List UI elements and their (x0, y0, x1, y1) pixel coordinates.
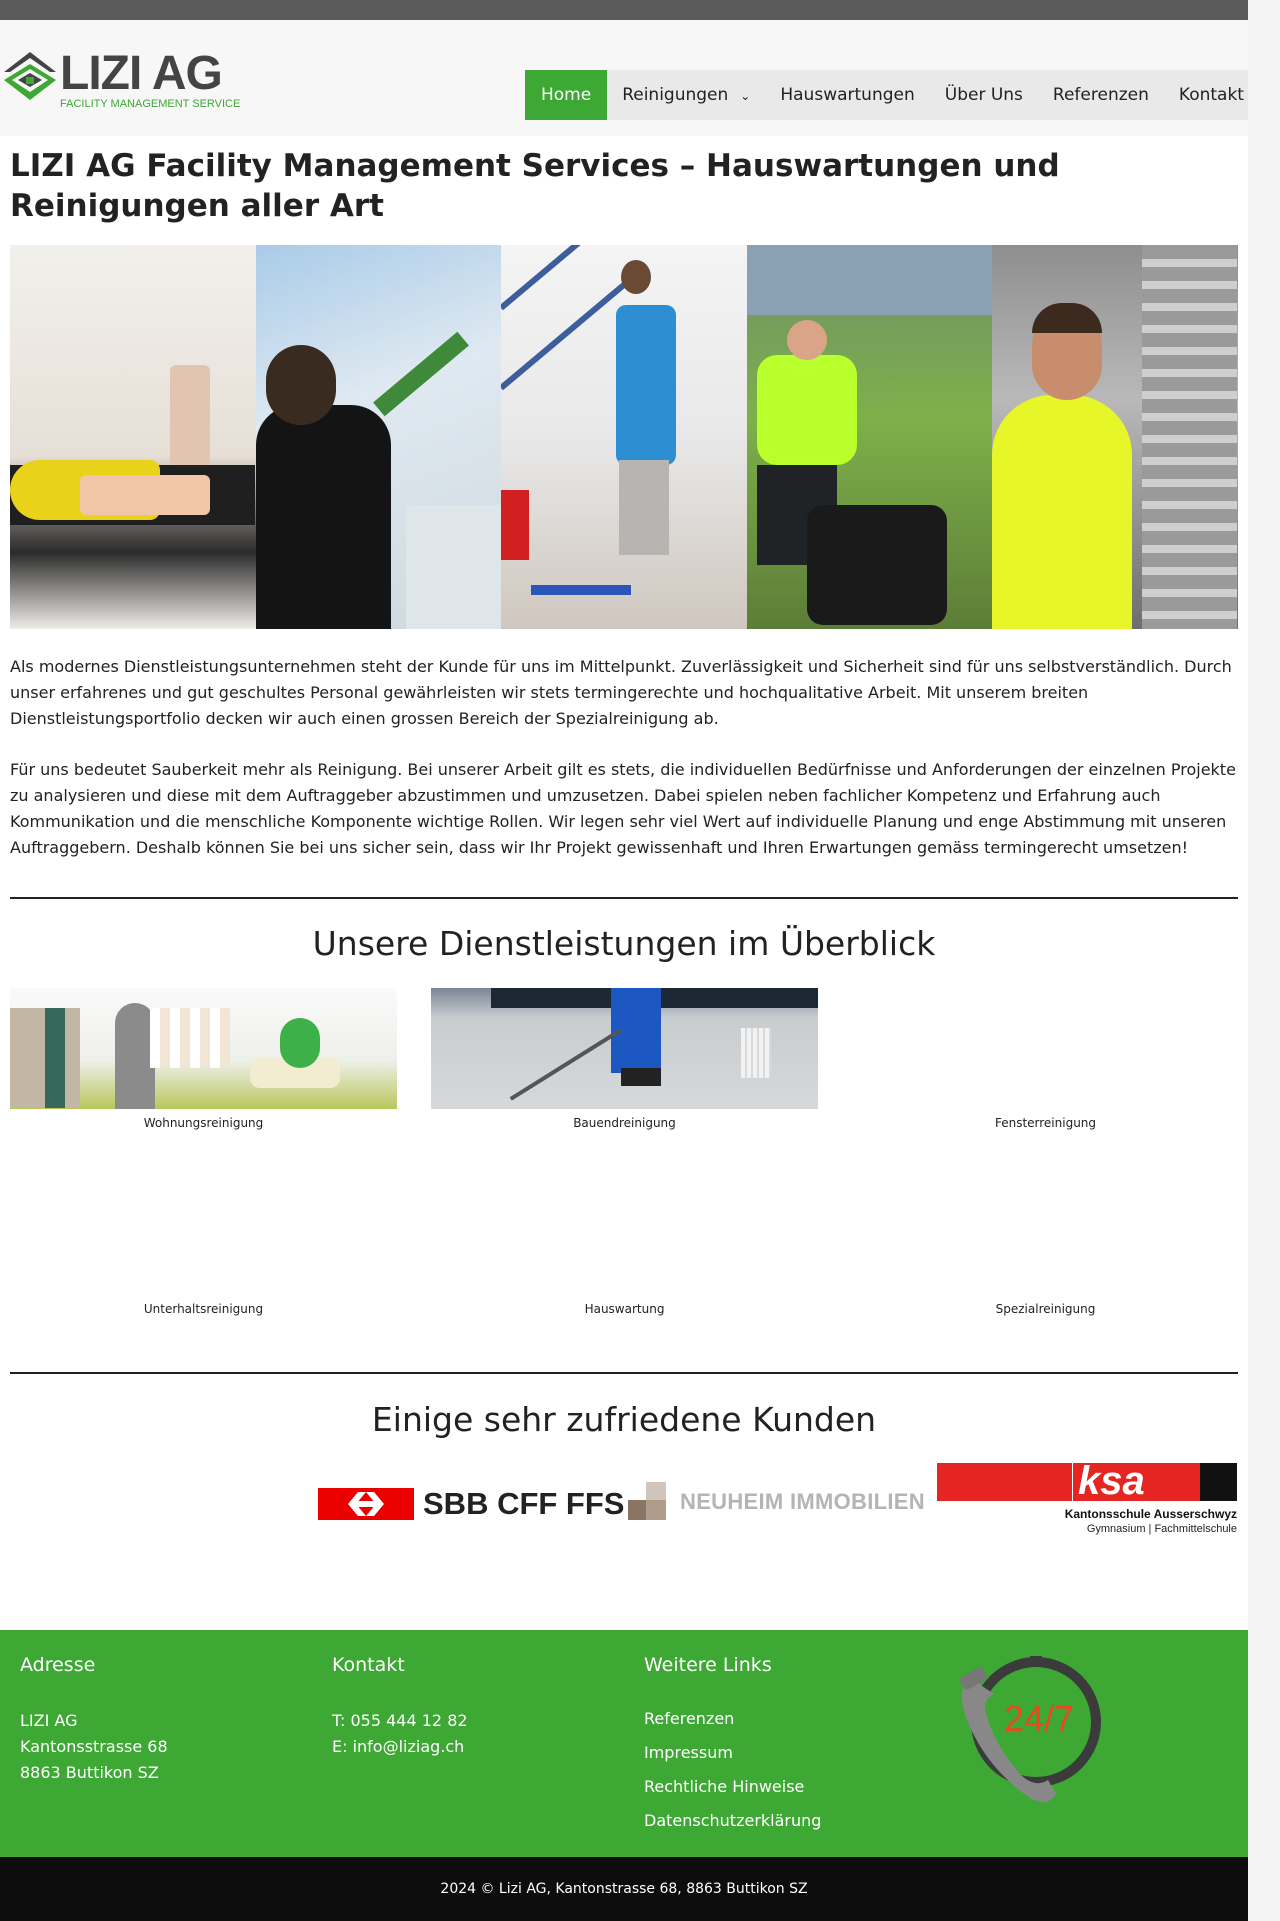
client-logos (0, 1460, 1248, 1540)
footer-links (644, 1654, 821, 1838)
clients-heading: Einige sehr zufriedene Kunden (371, 1400, 877, 1439)
services-heading: Unsere Dienstleistungen im Überblick (312, 924, 936, 963)
neuheim-emblem-icon (628, 1482, 666, 1520)
service-image-wohnungsreinigung[interactable] (10, 988, 397, 1109)
hero-image-window-cleaning (256, 245, 502, 629)
service-image-unterhaltsreinigung[interactable] (10, 1174, 397, 1295)
footer-phone[interactable]: T: 055 444 12 82 (332, 1711, 468, 1730)
footer-link-referenzen[interactable]: Referenzen (644, 1709, 735, 1728)
client-logo-sbb[interactable] (318, 1485, 623, 1525)
site-footer (0, 1630, 1248, 1857)
sbb-wordmark: SBB CFF FFS (423, 1486, 625, 1521)
nav-reinigungen[interactable] (607, 70, 765, 120)
footer-address-line2: Kantonsstrasse 68 (20, 1737, 168, 1756)
service-label-fensterreinigung[interactable]: Fensterreinigung (994, 1116, 1097, 1130)
divider-1 (10, 897, 1238, 899)
footer-links-heading: Weitere Links (644, 1654, 772, 1676)
nav-home[interactable]: Home (525, 70, 607, 120)
footer-link-datenschutz[interactable]: Datenschutzerklärung (644, 1811, 822, 1830)
footer-link-rechtliche-hinweise[interactable]: Rechtliche Hinweise (644, 1777, 805, 1796)
logo-wordmark: LIZI AG (60, 47, 222, 100)
footer-contact (332, 1654, 468, 1760)
service-image-hauswartung[interactable] (431, 1174, 818, 1295)
intro-paragraph-2: Für uns bedeutet Sauberkeit mehr als Reinigung. Bei unserer Arbeit gilt es stets, die individuellen Bedürfnisse und Anforderungen der einzelnen Projekte zu analysieren und diese mit dem Auftraggeber abzustimmen und umzusetzen. Dabei spielen neben fachlicher Kompetenz und Erfahrung auch Kommunikation und die menschliche Komponente wichtige Rollen. Wir legen sehr viel Wert auf individuelle Planung und enge Abstimmung mit unseren Auftraggebern. Deshalb können Sie bei uns sicher sein, dass wir Ihr Projekt gewissenhaft und Ihren Erwartungen gemäss termingerecht umsetzen! (10, 760, 1236, 857)
ksa-emblem-icon: ksa (937, 1463, 1237, 1503)
hero-collage (10, 245, 1238, 629)
service-label-bauendreinigung[interactable]: Bauendreinigung (573, 1116, 676, 1130)
footer-address (20, 1654, 168, 1786)
footer-address-line1: LIZI AG (20, 1711, 78, 1730)
service-image-bauendreinigung[interactable] (431, 988, 818, 1109)
house-logo-icon (2, 50, 58, 106)
footer-contact-heading: Kontakt (332, 1654, 405, 1676)
service-label-hauswartung[interactable]: Hauswartung (584, 1302, 665, 1316)
top-bar (0, 0, 1248, 20)
service-label-spezialreinigung[interactable]: Spezialreinigung (995, 1302, 1096, 1316)
nav-kontakt[interactable]: Kontakt (1178, 85, 1244, 105)
nav-referenzen[interactable]: Referenzen (1052, 85, 1149, 105)
logo-tagline: FACILITY MANAGEMENT SERVICE (60, 98, 241, 110)
intro-paragraph-1: Als modernes Dienstleistungsunternehmen steht der Kunde für uns im Mittelpunkt. Zuverlässigkeit und Sicherheit sind für uns selbstverständlich. Durch unser erfahrenes und gut geschultes Personal gewährleisten wir stets termingerechte und hochqualitative Arbeit. Mit unserem breiten Dienstleistungsportfolio decken wir auch einen grossen Bereich der Spezialreinigung ab. (10, 657, 1232, 728)
hero-image-lawn-mowing (747, 245, 993, 629)
hero-image-floor-mopping (501, 245, 747, 629)
hero-image-escalator-technician (992, 245, 1238, 629)
footer-email[interactable]: E: info@liziag.ch (332, 1737, 465, 1756)
nav-ueber-uns[interactable]: Über Uns (944, 85, 1023, 105)
neuheim-wordmark: NEUHEIM IMMOBILIEN (680, 1489, 925, 1514)
chevron-down-icon: ⌄ (740, 89, 751, 103)
nav-hauswartungen[interactable]: Hauswartungen (780, 85, 915, 105)
nav-reinigungen-label: Reinigungen (622, 85, 729, 105)
sbb-emblem-icon (318, 1488, 414, 1520)
support-24-7-badge (952, 1648, 1112, 1808)
badge-text: 24/7 (1004, 1698, 1075, 1739)
service-label-unterhaltsreinigung[interactable]: Unterhaltsreinigung (143, 1302, 264, 1316)
ksa-subtitle: Gymnasium | Fachmittelschule (1086, 1523, 1237, 1535)
ksa-name: Kantonsschule Ausserschwyz (1064, 1507, 1237, 1521)
service-image-fensterreinigung[interactable] (852, 988, 1239, 1109)
client-logo-ksa[interactable] (937, 1459, 1237, 1543)
page-title: LIZI AG Facility Management Services – Hauswartungen und Reinigungen aller Art (10, 148, 1060, 224)
right-page-strip (1248, 0, 1280, 1921)
footer-address-line3: 8863 Buttikon SZ (20, 1763, 159, 1782)
client-logo-neuheim[interactable] (628, 1480, 928, 1524)
service-image-spezialreinigung[interactable] (852, 1174, 1239, 1295)
footer-link-impressum[interactable]: Impressum (644, 1743, 733, 1762)
hero-image-cleaning-surface (10, 245, 256, 629)
divider-2 (10, 1372, 1238, 1374)
site-header (0, 20, 1248, 136)
service-label-wohnungsreinigung[interactable]: Wohnungsreinigung (143, 1116, 264, 1130)
main-nav (525, 70, 1248, 120)
footer-address-heading: Adresse (20, 1654, 96, 1676)
copyright-bar: 2024 © Lizi AG, Kantonstrasse 68, 8863 Buttikon SZ (0, 1857, 1248, 1921)
site-logo[interactable] (0, 48, 240, 110)
